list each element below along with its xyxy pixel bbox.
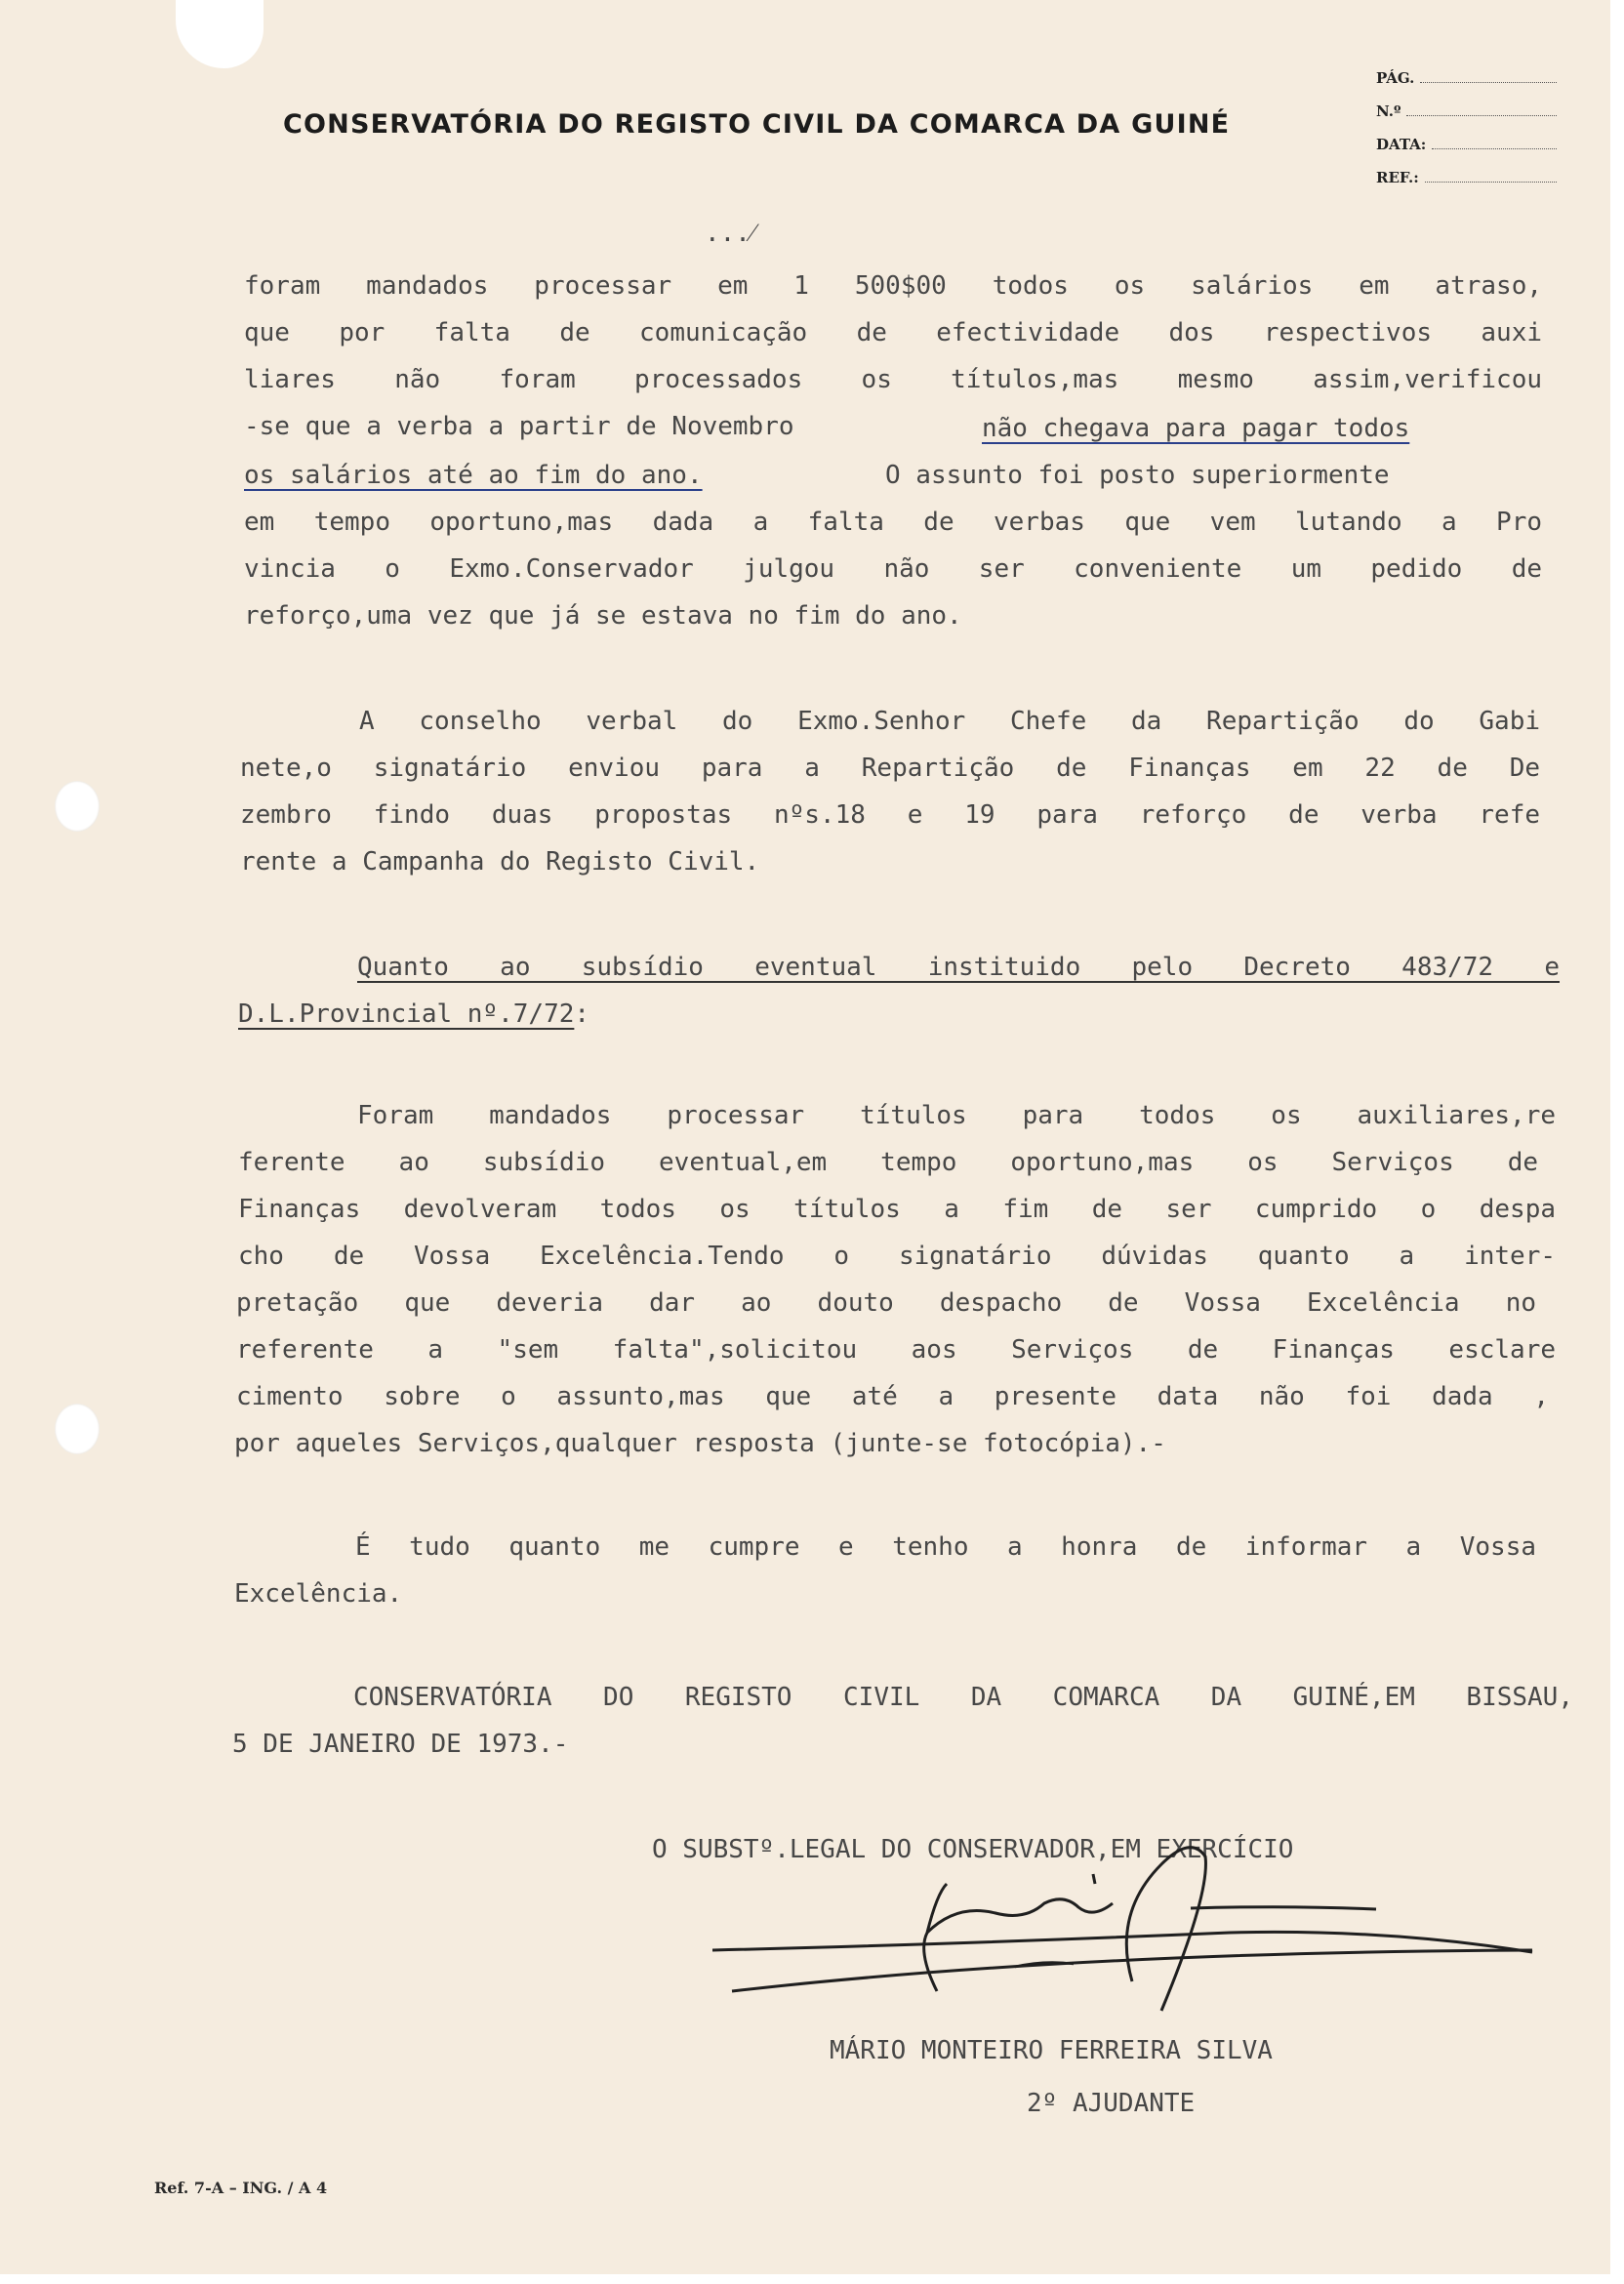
subheading-line-2 xyxy=(238,999,589,1029)
p4-line-1: É tudo quanto me cumpre e tenho a honra de informar a Vossa xyxy=(355,1532,1536,1562)
p3-line-8: por aqueles Serviços,qualquer resposta (junte-se fotocópia).- xyxy=(234,1429,1166,1458)
p4-line-2: Excelência. xyxy=(234,1579,403,1609)
p3-line-6: referente a "sem falta",solicitou aos Serviços de Finanças esclare xyxy=(236,1335,1556,1365)
subheading-colon: : xyxy=(574,999,590,1029)
ref-field-page: PÁG. xyxy=(1376,68,1557,102)
p3-line-7: cimento sobre o assunto,mas que até a presente data não foi dada , xyxy=(236,1382,1549,1411)
ref-field-number: N.º xyxy=(1376,102,1557,135)
p3-line-3: Finanças devolveram todos os títulos a fim de ser cumprido o despa xyxy=(238,1195,1556,1224)
p3-line-5: pretação que deveria dar ao douto despacho de Vossa Excelência no xyxy=(236,1288,1536,1318)
p2-line-1: A conselho verbal do Exmo.Senhor Chefe da Repartição do Gabi xyxy=(359,707,1540,736)
p1-line-2: que por falta de comunicação de efectividade dos respectivos auxi xyxy=(244,318,1542,347)
letterhead-title: CONSERVATÓRIA DO REGISTO CIVIL DA COMARCA DA GUINÉ xyxy=(283,109,1231,140)
p1-line-1: foram mandados processar em 1 500$00 todos os salários em atraso, xyxy=(244,271,1542,301)
reference-box xyxy=(1376,68,1557,201)
p1-line-5-end: O assunto foi posto superiormente xyxy=(885,461,1390,490)
subheading-decree: D.L.Provincial nº.7/72 xyxy=(238,999,575,1029)
p2-line-2: nete,o signatário enviou para a Repartição de Finanças em 22 de De xyxy=(240,754,1540,783)
form-reference: Ref. 7-A – ING. / A 4 xyxy=(154,2179,328,2197)
ref-field-date: DATA: xyxy=(1376,135,1557,168)
torn-corner xyxy=(176,0,264,68)
p1-line-5-underlined: os salários até ao fim do ano. xyxy=(244,461,703,490)
p3-line-4: cho de Vossa Excelência.Tendo o signatário dúvidas quanto a inter- xyxy=(238,1242,1556,1271)
p1-line-8: reforço,uma vez que já se estava no fim do ano. xyxy=(244,601,962,631)
p3-line-1: Foram mandados processar títulos para todos os auxiliares,re xyxy=(357,1101,1556,1130)
p1-line-7: vincia o Exmo.Conservador julgou não ser conveniente um pedido de xyxy=(244,554,1542,584)
signatory-rank: 2º AJUDANTE xyxy=(1027,2089,1196,2118)
p2-line-4: rente a Campanha do Registo Civil. xyxy=(240,847,760,877)
punch-hole-upper xyxy=(55,781,100,832)
handwritten-signature xyxy=(703,1835,1542,2030)
p1-line-4-start: -se que a verba a partir de Novembro xyxy=(244,412,794,441)
p2-line-3: zembro findo duas propostas nºs.18 e 19 para reforço de verba refe xyxy=(240,800,1540,830)
p3-line-2: ferente ao subsídio eventual,em tempo oportuno,mas os Serviços de xyxy=(238,1148,1538,1177)
continuation-mark: ...⁄ xyxy=(705,219,755,248)
punch-hole-lower xyxy=(55,1404,100,1454)
ref-field-ref: REF.: xyxy=(1376,168,1557,201)
p1-line-4-underlined: não chegava para pagar todos xyxy=(982,414,1410,443)
signatory-name: MÁRIO MONTEIRO FERREIRA SILVA xyxy=(830,2036,1273,2065)
closing-line-1: CONSERVATÓRIA DO REGISTO CIVIL DA COMARCA DA GUINÉ,EM BISSAU, xyxy=(353,1683,1573,1712)
signatory-title: O SUBSTº.LEGAL DO CONSERVADOR,EM EXERCÍCIO xyxy=(652,1835,1294,1864)
p1-line-3: liares não foram processados os títulos,mas mesmo assim,verificou xyxy=(244,365,1542,394)
closing-date: 5 DE JANEIRO DE 1973.- xyxy=(232,1730,569,1759)
p1-line-6: em tempo oportuno,mas dada a falta de verbas que vem lutando a Pro xyxy=(244,508,1542,537)
subheading-line-1: Quanto ao subsídio eventual instituido pelo Decreto 483/72 e xyxy=(357,953,1560,982)
